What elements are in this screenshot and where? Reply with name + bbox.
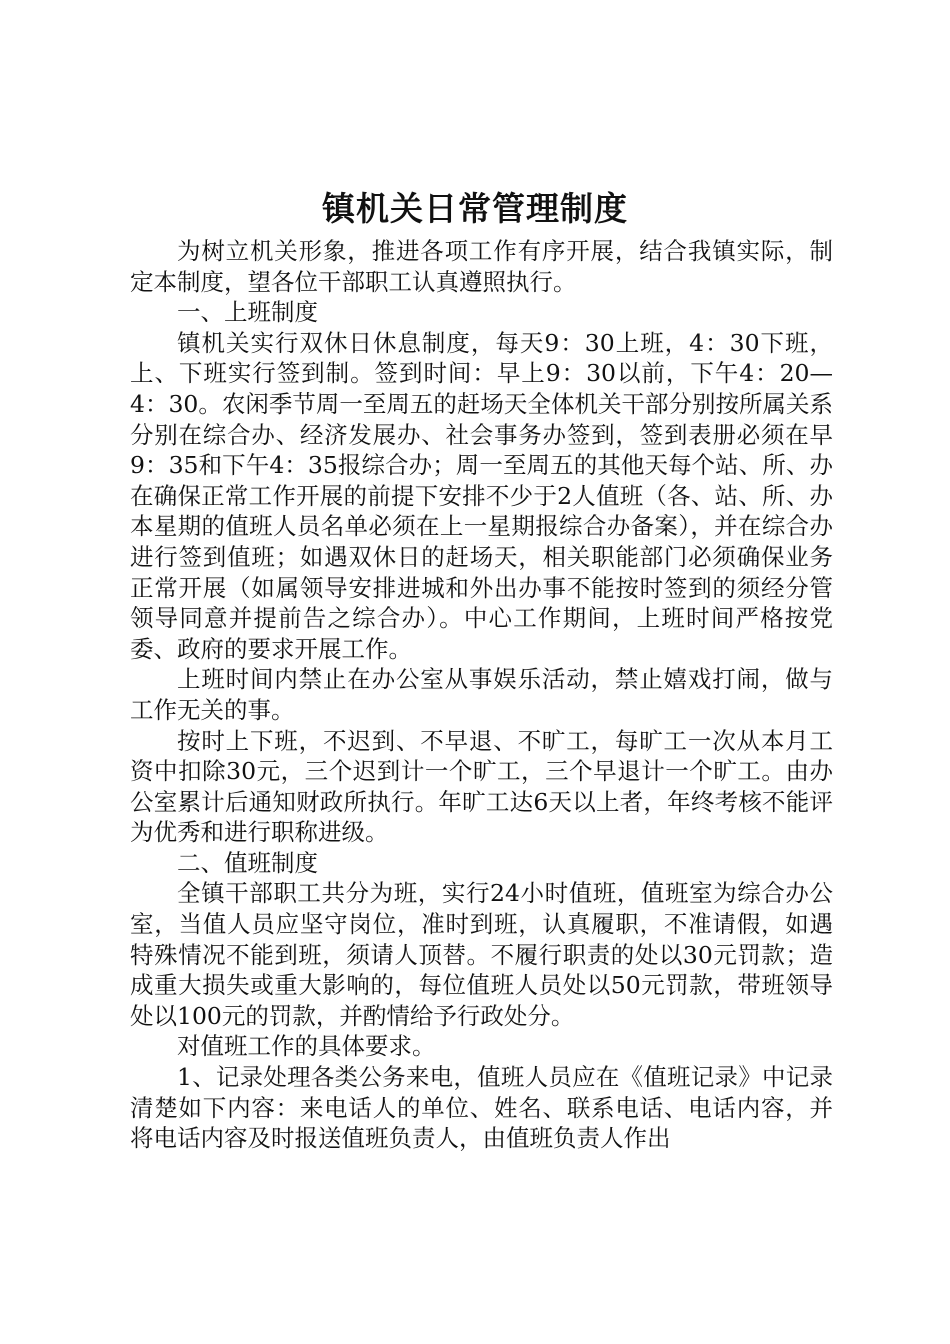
section-heading-work-hours: 一、上班制度 xyxy=(177,298,318,327)
paragraph-duty-requirements: 对值班工作的具体要求。 xyxy=(177,1032,436,1061)
paragraph-sign-in-rules: 镇机关实行双休日休息制度，每天9：30上班，4：30下班，上、下班实行签到制。签到时间：早上9：30以前，下午4：20—4：30。农闲季节周一至周五的赶场天全体机关干部分别按所属关系分别在综合办、经济发展办、社会事务办签到，签到表册必须在早9：35和下午4：35报综合办；周一至周五的其他天每个站、所、办在确保正常工作开展的前提下安排不少于2人值班（各、站、所、办本星期的值班人员名单必须在上一星期报综合办备案），并在综合办进行签到值班；如遇双休日的赶场天，相关职能部门必须确保业务正常开展（如属领导安排进城和外出办事不能按时签到的须经分管领导同意并提前告之综合办）。中心工作期间，上班时间严格按党委、政府的要求开展工作。 xyxy=(130,328,833,663)
paragraph-prohibited-activities: 上班时间内禁止在办公室从事娱乐活动，禁止嬉戏打闹，做与工作无关的事。 xyxy=(130,665,833,724)
section-heading-duty: 二、值班制度 xyxy=(177,848,318,877)
document-title: 镇机关日常管理制度 xyxy=(322,189,628,228)
document-body xyxy=(130,236,833,1154)
intro-paragraph: 为树立机关形象，推进各项工作有序开展，结合我镇实际，制定本制度，望各位干部职工认真遵照执行。 xyxy=(130,237,833,296)
paragraph-absence-penalties: 按时上下班，不迟到、不早退、不旷工，每旷工一次从本月工资中扣除30元，三个迟到计一个旷工，三个早退计一个旷工。由办公室累计后通知财政所执行。年旷工达6天以上者，年终考核不能评为优秀和进行职称进级。 xyxy=(130,726,833,847)
paragraph-phone-records: 1、记录处理各类公务来电，值班人员应在《值班记录》中记录清楚如下内容：来电话人的单位、姓名、联系电话、电话内容，并将电话内容及时报送值班负责人，由值班负责人作出 xyxy=(130,1063,833,1153)
paragraph-duty-rules: 全镇干部职工共分为班，实行24小时值班，值班室为综合办公室，当值人员应坚守岗位，准时到班，认真履职，不准请假，如遇特殊情况不能到班，须请人顶替。不履行职责的处以30元罚款；造成重大损失或重大影响的，每位值班人员处以50元罚款，带班领导处以100元的罚款，并酌情给予行政处分。 xyxy=(130,879,833,1030)
